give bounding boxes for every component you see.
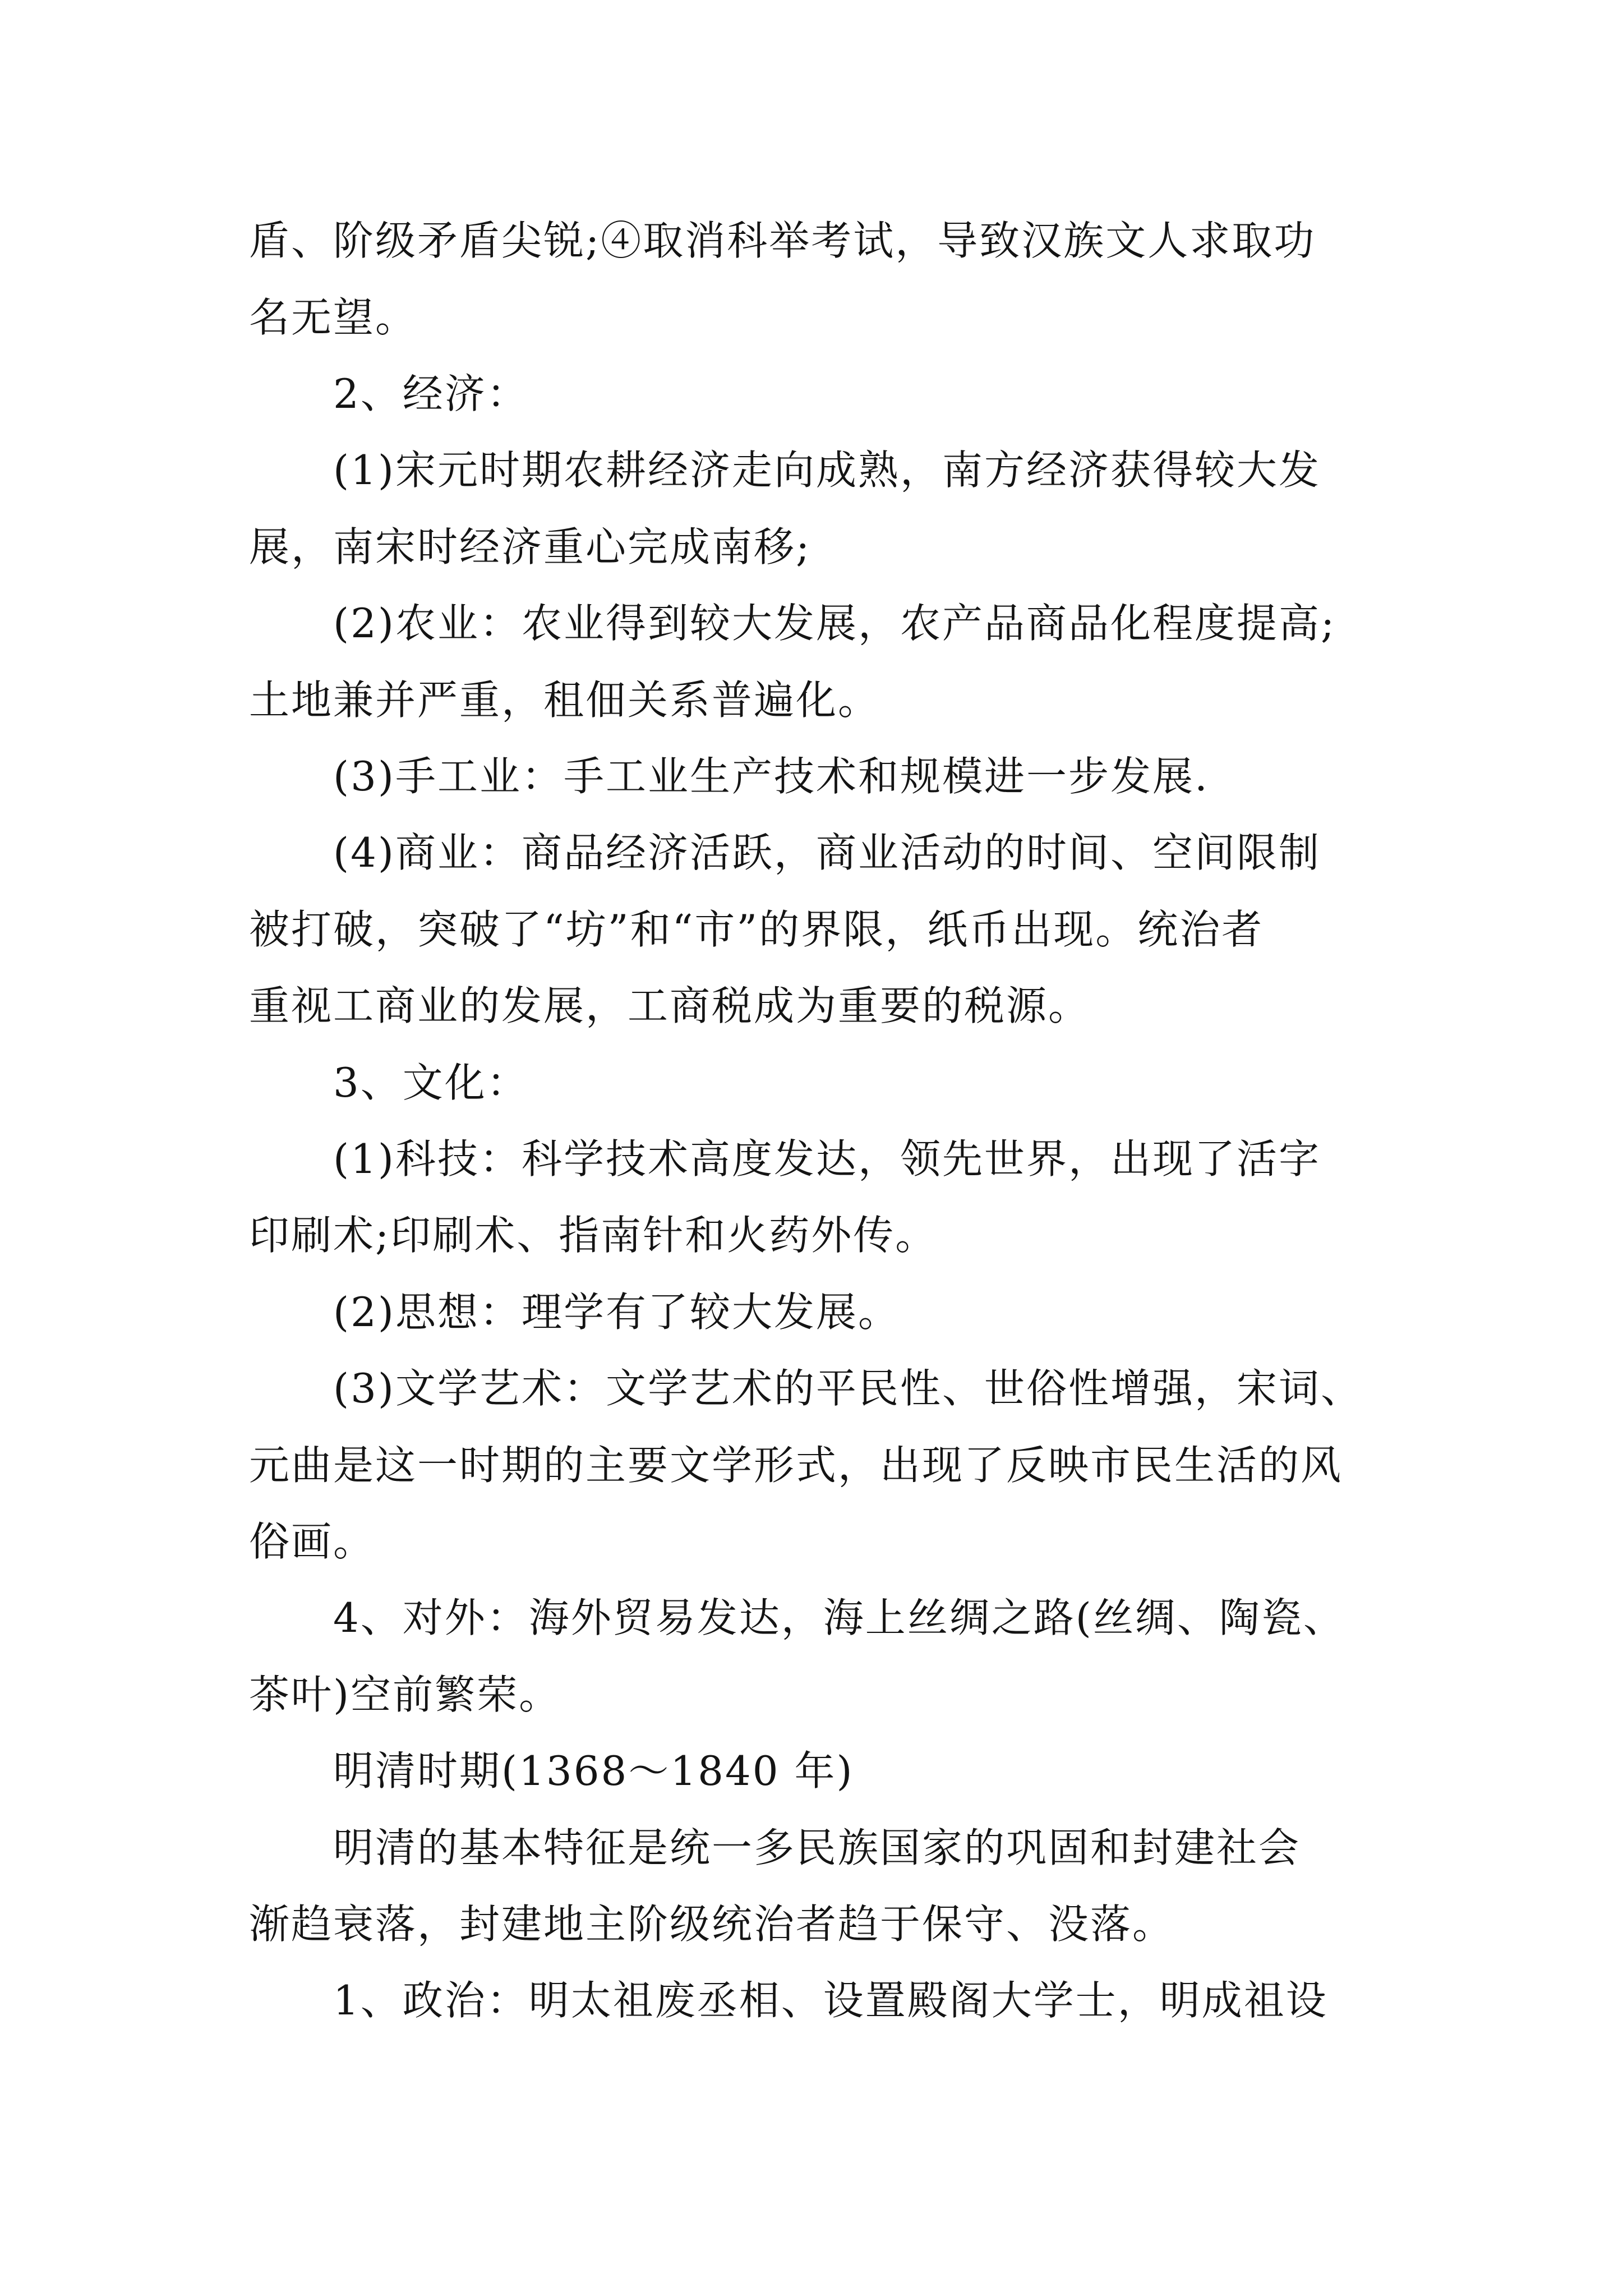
text-line: (2)思想：理学有了较大发展。 (333, 1289, 900, 1336)
text-line: (3)手工业：手工业生产技术和规模进一步发展. (333, 753, 1209, 800)
text-line: 渐趋衰落，封建地主阶级统治者趋于保守、没落。 (249, 1901, 1175, 1948)
section-heading-ming-qing: 明清时期(1368～1840 年) (333, 1747, 854, 1795)
text-line: 茶叶)空前繁荣。 (249, 1671, 561, 1718)
text-line: 展，南宋时经济重心完成南移; (249, 523, 811, 570)
text-line: 俗画。 (249, 1518, 376, 1565)
text-line: 土地兼并严重，租佃关系普遍化。 (249, 677, 880, 724)
text-line: (2)农业：农业得到较大发展，农产品商品化程度提高; (333, 600, 1336, 647)
text-line: 盾、阶级矛盾尖锐;④取消科举考试，导致汉族文人求取功 (249, 217, 1316, 264)
text-line: 被打破，突破了“坊”和“市”的界限，纸币出现。统治者 (249, 906, 1264, 953)
text-line: 明清的基本特征是统一多民族国家的巩固和封建社会 (333, 1824, 1301, 1871)
text-line: (4)商业：商品经济活跃，商业活动的时间、空间限制 (333, 829, 1321, 876)
text-line: 重视工商业的发展，工商税成为重要的税源。 (249, 982, 1091, 1029)
section-heading-culture: 3、文化： (333, 1059, 529, 1106)
text-line: 印刷术;印刷术、指南针和火药外传。 (249, 1212, 938, 1259)
section-heading-foreign: 4、对外：海外贸易发达，海上丝绸之路(丝绸、陶瓷、 (333, 1594, 1345, 1641)
text-line: 1、政治：明太祖废丞相、设置殿阁大学士，明成祖设 (333, 1977, 1328, 2024)
text-line: (3)文学艺术：文学艺术的平民性、世俗性增强，宋词、 (333, 1365, 1363, 1412)
text-line: 元曲是这一时期的主要文学形式，出现了反映市民生活的风 (249, 1442, 1343, 1489)
text-line: (1)科技：科学技术高度发达，领先世界，出现了活字 (333, 1135, 1321, 1182)
section-heading-economy: 2、经济： (333, 370, 529, 417)
text-line: (1)宋元时期农耕经济走向成熟，南方经济获得较大发 (333, 447, 1321, 494)
text-line: 名无望。 (249, 294, 418, 341)
